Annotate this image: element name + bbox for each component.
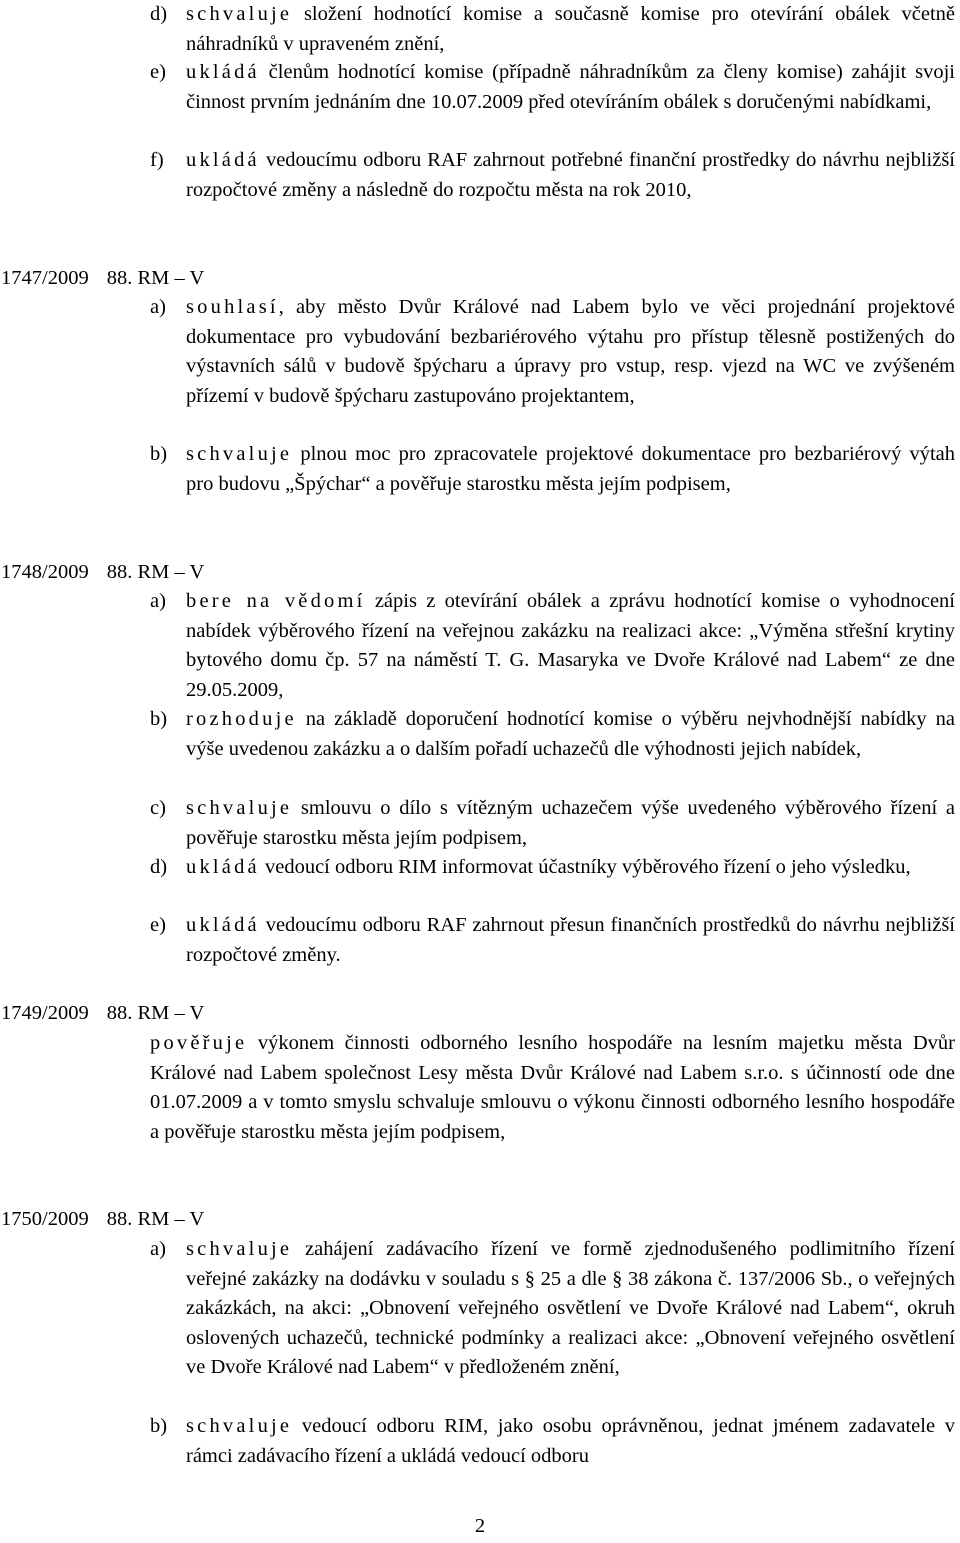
item-verb: rozhoduje: [186, 708, 297, 730]
item-label: b): [150, 708, 168, 730]
resolution-item-a: [150, 293, 955, 411]
meeting-label: 88. RM: [106, 1208, 170, 1230]
resolution-header-1749: [1, 999, 204, 1029]
item-text: vedoucí odboru RIM informovat účastníky výběrového řízení o jeho výsledku,: [259, 856, 911, 878]
meeting-label: 88. RM: [106, 267, 170, 289]
item-label: b): [150, 443, 168, 465]
item-verb: schvaluje: [186, 797, 293, 819]
resolution-item-e: [150, 58, 955, 117]
resolution-item-b: [150, 440, 955, 499]
item-text: , aby město Dvůr Králové nad Labem bylo ve věci projednání projektové dokumentace pro vybudování bezbariérového výtahu pro přístup tělesně postižených do výstavních sálů v budově špýcharu a úpravy pro vstup, resp. vjezd na WC ve zvýšeném přízemí v budově špýcharu zastupováno projektantem,: [186, 296, 955, 407]
item-label: c): [150, 797, 166, 819]
resolution-item-c: [150, 794, 955, 853]
meeting-label: 88. RM: [106, 561, 170, 583]
item-verb: bere na vědomí: [186, 590, 366, 612]
resolution-type: V: [189, 1002, 205, 1024]
item-verb: ukládá: [186, 914, 260, 936]
resolution-number: 1750/2009: [1, 1208, 89, 1230]
item-verb: schvaluje: [186, 1415, 293, 1437]
resolution-item-a: [150, 1235, 955, 1383]
item-verb: pověřuje: [150, 1032, 248, 1054]
resolution-header-1748: [1, 558, 204, 588]
item-text: smlouvu o dílo s vítězným uchazečem výše uvedeného výběrového řízení a pověřuje starostku města jejím podpisem,: [186, 797, 955, 849]
item-label: f): [150, 149, 164, 171]
item-label: a): [150, 590, 166, 612]
resolution-header-1747: [1, 264, 204, 294]
item-text: vedoucímu odboru RAF zahrnout potřebné finanční prostředky do návrhu nejbližší rozpočtové změny a následně do rozpočtu města na rok 2010,: [186, 149, 955, 201]
resolution-number: 1748/2009: [1, 561, 89, 583]
dash: –: [174, 1208, 185, 1230]
resolution-item-d: [150, 853, 955, 883]
dash: –: [174, 561, 185, 583]
item-label: e): [150, 914, 166, 936]
item-text: na základě doporučení hodnotící komise o výběru nejvhodnější nabídky na výše uvedenou zakázku a o dalším pořadí uchazečů dle výhodnosti jejich nabídek,: [186, 708, 955, 760]
item-label: a): [150, 296, 166, 318]
resolution-paragraph-1749: [150, 1029, 955, 1147]
item-text: zápis z otevírání obálek a zprávu hodnotící komise o vyhodnocení nabídek výběrového řízení na veřejnou zakázku na realizaci akce: „Výměna střešní krytiny bytového domu čp. 57 na náměstí T. G. Masaryka ve Dvoře Králové nad Labem“ ze dne 29.05.2009,: [186, 590, 955, 701]
item-verb: schvaluje: [186, 443, 293, 465]
item-text: složení hodnotící komise a současně komise pro otevírání obálek včetně náhradníků v upraveném znění,: [186, 3, 955, 55]
item-verb: ukládá: [186, 61, 260, 83]
item-label: d): [150, 3, 168, 25]
item-text: plnou moc pro zpracovatele projektové dokumentace pro bezbariérový výtah pro budovu „Špýchar“ a pověřuje starostku města jejím podpisem,: [186, 443, 955, 495]
resolution-number: 1747/2009: [1, 267, 89, 289]
item-label: e): [150, 61, 166, 83]
meeting-label: 88. RM: [106, 1002, 170, 1024]
item-text: výkonem činnosti odborného lesního hospodáře na lesním majetku města Dvůr Králové nad Labem společnost Lesy města Dvůr Králové nad Labem s.r.o. s účinností ode dne 01.07.2009 a v tomto smyslu schvaluje smlouvu o výkonu činnosti odborného lesního hospodáře a pověřuje starostku města jejím podpisem,: [150, 1032, 955, 1143]
page-number: 2: [474, 1515, 486, 1537]
dash: –: [174, 1002, 185, 1024]
resolution-item-b: [150, 705, 955, 764]
dash: –: [174, 267, 185, 289]
item-verb: schvaluje: [186, 1238, 293, 1260]
item-verb: souhlasí: [186, 296, 279, 318]
item-verb: schvaluje: [186, 3, 293, 25]
item-verb: ukládá: [186, 149, 260, 171]
resolution-type: V: [189, 561, 205, 583]
item-text: vedoucí odboru RIM, jako osobu oprávněnou, jednat jménem zadavatele v rámci zadávacího řízení a ukládá vedoucí odboru: [186, 1415, 955, 1467]
resolution-number: 1749/2009: [1, 1002, 89, 1024]
item-text: zahájení zadávacího řízení ve formě zjednodušeného podlimitního řízení veřejné zakázky na dodávku v souladu s § 25 a dle § 38 zákona č. 137/2006 Sb., o veřejných zakázkách, na akci: „Obnovení veřejného osvětlení ve Dvoře Králové nad Labem“, okruh oslovených uchazečů, technické podmínky a realizaci akce: „Obnovení veřejného osvětlení ve Dvoře Králové nad Labem“ v předloženém znění,: [186, 1238, 955, 1378]
item-label: a): [150, 1238, 166, 1260]
resolution-header-1750: [1, 1205, 204, 1235]
item-text: vedoucímu odboru RAF zahrnout přesun finančních prostředků do návrhu nejbližší rozpočtové změny.: [186, 914, 955, 966]
resolution-item-e: [150, 911, 955, 970]
resolution-item-b: [150, 1412, 955, 1471]
item-text: členům hodnotící komise (případně náhradníkům za členy komise) zahájit svoji činnost prvním jednáním dne 10.07.2009 před otevíráním obálek s doručenými nabídkami,: [186, 61, 955, 113]
item-label: d): [150, 856, 168, 878]
resolution-item-f: [150, 146, 955, 205]
resolution-type: V: [189, 1208, 205, 1230]
item-verb: ukládá: [186, 856, 260, 878]
resolution-item-d: [150, 0, 955, 59]
resolution-type: V: [189, 267, 205, 289]
resolution-item-a: [150, 587, 955, 705]
item-label: b): [150, 1415, 168, 1437]
